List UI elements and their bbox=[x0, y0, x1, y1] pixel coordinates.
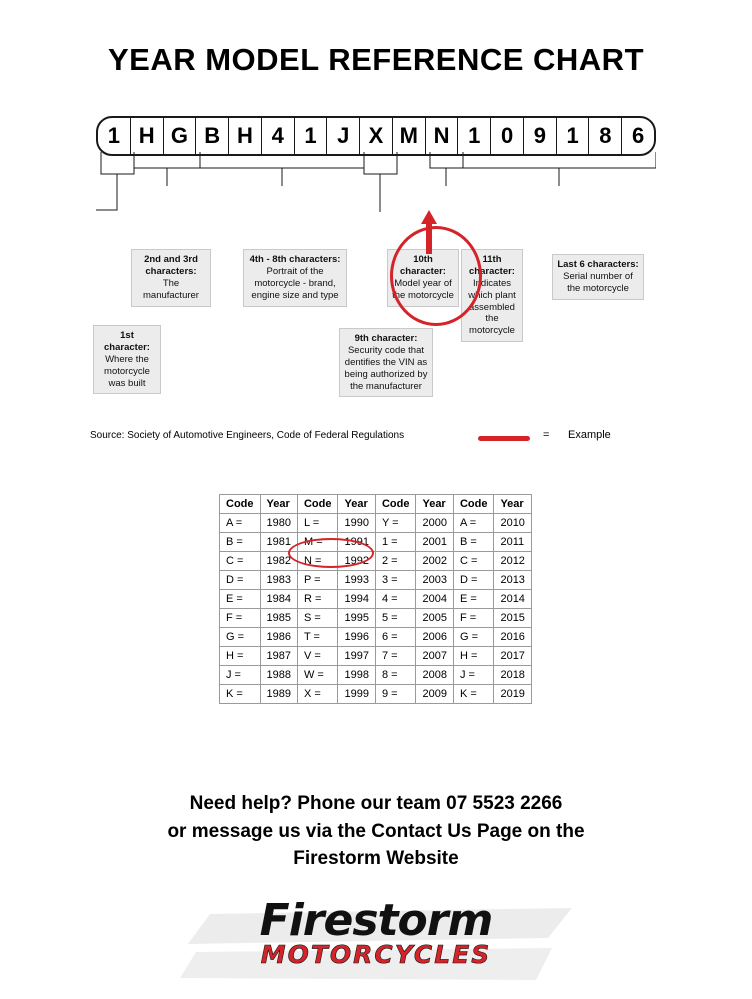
cell-year: 2016 bbox=[494, 628, 531, 647]
cell-year: 1988 bbox=[260, 666, 297, 685]
callout-body: Serial number of the motorcycle bbox=[563, 270, 633, 294]
cell-code: R = bbox=[297, 590, 338, 609]
cell-year: 1989 bbox=[260, 685, 297, 704]
table-row bbox=[220, 666, 532, 685]
column-header: Code bbox=[453, 495, 494, 514]
callout-last-six-characters bbox=[552, 254, 644, 300]
table-row bbox=[220, 628, 532, 647]
cell-code: E = bbox=[220, 590, 261, 609]
cell-year: 1995 bbox=[338, 609, 375, 628]
cell-year: 2004 bbox=[416, 590, 453, 609]
cell-year: 2006 bbox=[416, 628, 453, 647]
cell-code: G = bbox=[220, 628, 261, 647]
cell-year: 1984 bbox=[260, 590, 297, 609]
callout-body: Indicates which plant assembled the motorcycle bbox=[468, 277, 516, 337]
cell-code: K = bbox=[453, 685, 494, 704]
source-note: Source: Society of Automotive Engineers, Code of Federal Regulations bbox=[90, 430, 405, 441]
cell-code: A = bbox=[220, 514, 261, 533]
cell-code: X = bbox=[297, 685, 338, 704]
cell-code: T = bbox=[297, 628, 338, 647]
cell-year: 1993 bbox=[338, 571, 375, 590]
cell-code: Y = bbox=[375, 514, 416, 533]
column-header: Year bbox=[494, 495, 531, 514]
callout-eleventh-character bbox=[461, 249, 523, 342]
table-row bbox=[220, 685, 532, 704]
cell-code: K = bbox=[220, 685, 261, 704]
cell-code: E = bbox=[453, 590, 494, 609]
vin-strip bbox=[96, 116, 656, 156]
cell-year: 1981 bbox=[260, 533, 297, 552]
cell-code: F = bbox=[453, 609, 494, 628]
vin-char: 6 bbox=[632, 123, 645, 148]
vin-char: H bbox=[229, 118, 262, 154]
table-header-row bbox=[220, 495, 532, 514]
callout-second-third-characters bbox=[131, 249, 211, 307]
table-row bbox=[220, 647, 532, 666]
table-row bbox=[220, 533, 532, 552]
callout-body: The manufacturer bbox=[143, 277, 199, 301]
contact-line-2: or message us via the Contact Us Page on the bbox=[167, 820, 585, 842]
example-equals: = bbox=[543, 429, 550, 441]
cell-year: 2013 bbox=[494, 571, 531, 590]
vin-char: J bbox=[327, 118, 360, 154]
cell-year: 1992 bbox=[338, 552, 375, 571]
vin-char: B bbox=[196, 118, 229, 154]
cell-year: 1998 bbox=[338, 666, 375, 685]
cell-code: A = bbox=[453, 514, 494, 533]
callout-heading: Last 6 characters: bbox=[557, 259, 639, 270]
cell-code: M = bbox=[297, 533, 338, 552]
vin-char: 1 bbox=[295, 118, 328, 154]
cell-year: 2017 bbox=[494, 647, 531, 666]
callout-tenth-character bbox=[387, 249, 459, 307]
cell-code: S = bbox=[297, 609, 338, 628]
cell-code: 7 = bbox=[375, 647, 416, 666]
cell-year: 1987 bbox=[260, 647, 297, 666]
cell-year: 2000 bbox=[416, 514, 453, 533]
cell-year: 2018 bbox=[494, 666, 531, 685]
table-row bbox=[220, 590, 532, 609]
callout-heading: 11th character: bbox=[469, 254, 515, 277]
vin-char: 1 bbox=[98, 118, 131, 154]
model-year-arrow-icon bbox=[421, 210, 437, 254]
cell-year: 2011 bbox=[494, 533, 531, 552]
callout-body: Where the motorcycle was built bbox=[104, 353, 150, 389]
cell-year: 1985 bbox=[260, 609, 297, 628]
cell-code: H = bbox=[220, 647, 261, 666]
vin-char: N bbox=[426, 118, 459, 154]
year-code-table bbox=[219, 494, 532, 704]
callout-heading: 10th character: bbox=[400, 254, 446, 277]
column-header: Year bbox=[416, 495, 453, 514]
cell-year: 2002 bbox=[416, 552, 453, 571]
cell-year: 2014 bbox=[494, 590, 531, 609]
cell-code: G = bbox=[453, 628, 494, 647]
cell-year: 1994 bbox=[338, 590, 375, 609]
cell-year: 1980 bbox=[260, 514, 297, 533]
cell-code: F = bbox=[220, 609, 261, 628]
table-row bbox=[220, 514, 532, 533]
cell-year: 1990 bbox=[338, 514, 375, 533]
contact-line-3: Firestorm Website bbox=[293, 848, 459, 870]
vin-char: H bbox=[131, 118, 164, 154]
callout-body: Security code that dentifies the VIN as being authorized by the manufacturer bbox=[344, 344, 428, 392]
vin-char: 1 bbox=[557, 118, 590, 154]
cell-year: 2019 bbox=[494, 685, 531, 704]
cell-code: W = bbox=[297, 666, 338, 685]
cell-code: D = bbox=[453, 571, 494, 590]
table-row bbox=[220, 571, 532, 590]
cell-code: 3 = bbox=[375, 571, 416, 590]
cell-code: H = bbox=[453, 647, 494, 666]
column-header: Code bbox=[220, 495, 261, 514]
cell-year: 2012 bbox=[494, 552, 531, 571]
table-row bbox=[220, 609, 532, 628]
cell-year: 2009 bbox=[416, 685, 453, 704]
cell-code: B = bbox=[453, 533, 494, 552]
cell-code: B = bbox=[220, 533, 261, 552]
cell-code: D = bbox=[220, 571, 261, 590]
column-header: Year bbox=[260, 495, 297, 514]
callout-ninth-character bbox=[339, 328, 433, 397]
cell-year: 2008 bbox=[416, 666, 453, 685]
table-row bbox=[220, 552, 532, 571]
vin-diagram bbox=[96, 116, 656, 156]
cell-code: C = bbox=[453, 552, 494, 571]
cell-code: N = bbox=[297, 552, 338, 571]
cell-code: L = bbox=[297, 514, 338, 533]
cell-year: 1986 bbox=[260, 628, 297, 647]
callout-body: Model year of the motorcycle bbox=[392, 277, 454, 301]
cell-code: 6 = bbox=[375, 628, 416, 647]
leader-lines bbox=[96, 152, 656, 212]
callout-heading: 9th character: bbox=[354, 333, 418, 344]
cell-year: 2003 bbox=[416, 571, 453, 590]
cell-year: 2007 bbox=[416, 647, 453, 666]
cell-year: 1983 bbox=[260, 571, 297, 590]
cell-code: 8 = bbox=[375, 666, 416, 685]
column-header: Code bbox=[297, 495, 338, 514]
example-swatch bbox=[478, 436, 530, 441]
callout-heading: 2nd and 3rd characters: bbox=[144, 254, 198, 277]
vin-char: 9 bbox=[524, 118, 557, 154]
vin-char: X bbox=[360, 118, 393, 154]
example-label: Example bbox=[568, 429, 611, 441]
logo-subwordmark: MOTORCYCLES bbox=[260, 939, 492, 969]
column-header: Year bbox=[338, 495, 375, 514]
vin-char: G bbox=[164, 118, 197, 154]
cell-year: 2015 bbox=[494, 609, 531, 628]
cell-year: 1997 bbox=[338, 647, 375, 666]
logo-wordmark: Firestorm bbox=[259, 895, 493, 946]
cell-year: 1991 bbox=[338, 533, 375, 552]
vin-char: 8 bbox=[589, 118, 622, 154]
cell-code: J = bbox=[453, 666, 494, 685]
cell-code: J = bbox=[220, 666, 261, 685]
vin-char: 4 bbox=[262, 118, 295, 154]
callout-fourth-eighth-characters bbox=[243, 249, 347, 307]
contact-block bbox=[0, 790, 752, 873]
callout-first-character bbox=[93, 325, 161, 394]
cell-year: 1982 bbox=[260, 552, 297, 571]
cell-code: 1 = bbox=[375, 533, 416, 552]
callout-body: Portrait of the motorcycle - brand, engine size and type bbox=[251, 265, 339, 301]
cell-code: P = bbox=[297, 571, 338, 590]
cell-year: 2001 bbox=[416, 533, 453, 552]
cell-code: V = bbox=[297, 647, 338, 666]
cell-year: 1996 bbox=[338, 628, 375, 647]
column-header: Code bbox=[375, 495, 416, 514]
cell-year: 2010 bbox=[494, 514, 531, 533]
cell-code: 2 = bbox=[375, 552, 416, 571]
vin-char: 0 bbox=[491, 118, 524, 154]
cell-year: 1999 bbox=[338, 685, 375, 704]
page-title: YEAR MODEL REFERENCE CHART bbox=[107, 42, 645, 77]
cell-year: 2005 bbox=[416, 609, 453, 628]
callout-heading: 1st character: bbox=[104, 330, 150, 353]
cell-code: 4 = bbox=[375, 590, 416, 609]
cell-code: C = bbox=[220, 552, 261, 571]
cell-code: 5 = bbox=[375, 609, 416, 628]
vin-char-model-year: M bbox=[393, 118, 426, 154]
vin-char: 1 bbox=[458, 118, 491, 154]
cell-code: 9 = bbox=[375, 685, 416, 704]
contact-line-1: Need help? Phone our team 07 5523 2266 bbox=[189, 793, 563, 814]
callout-heading: 4th - 8th characters: bbox=[249, 254, 341, 265]
